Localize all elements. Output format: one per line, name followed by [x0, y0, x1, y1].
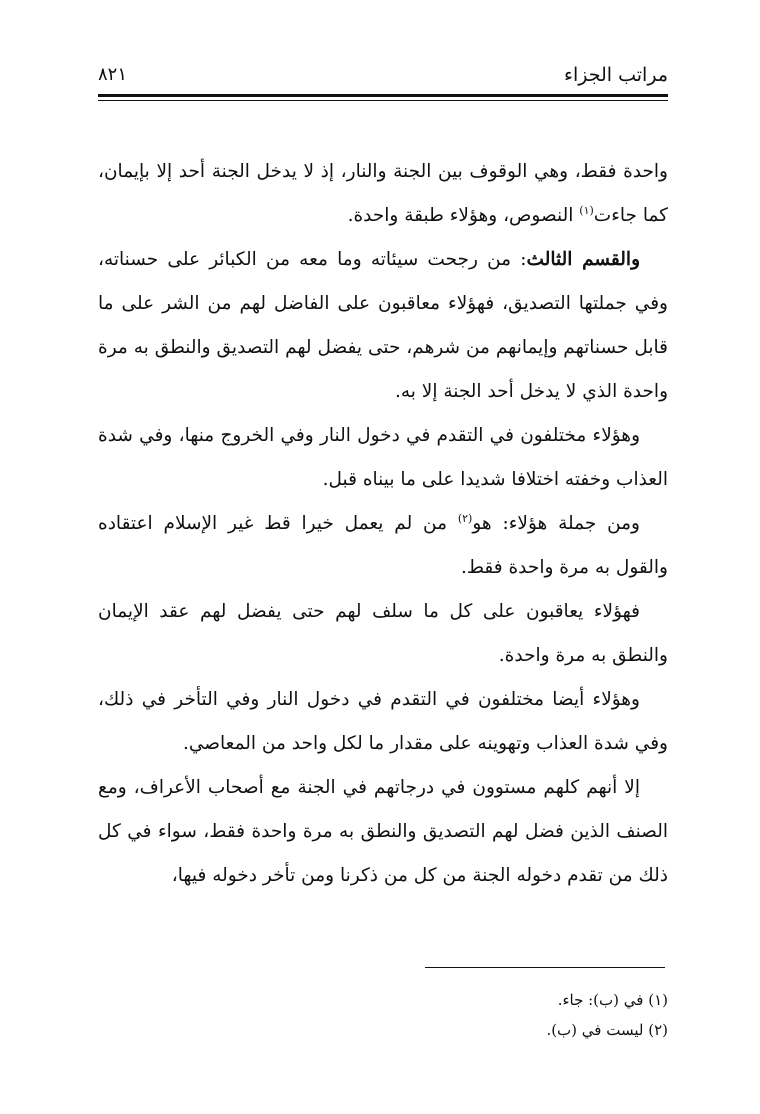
paragraph-2: والقسم الثالث: من رجحت سيئاته وما معه من الكبائر على حسناته، وفي جملتها التصديق، فهؤلاء معاقبون على الفاضل لهم من الشر على ما قابل حسناتهم وإيمانهم من شرهم، حتى يفضل لهم التصديق والنطق به مرة واحدة الذي لا يدخل أحد الجنة إلا به.	[98, 249, 668, 402]
section-label: والقسم الثالث	[526, 249, 641, 270]
footnote-separator	[425, 967, 665, 968]
footnotes	[98, 985, 668, 1045]
main-text	[98, 150, 668, 898]
running-header	[98, 62, 668, 92]
header-rule-thin	[98, 100, 668, 101]
paragraph-1: واحدة فقط، وهي الوقوف بين الجنة والنار، إذ لا يدخل الجنة أحد إلا بإيمان، كما جاءت$^{(١)}$ النصوص، وهؤلاء طبقة واحدة.	[98, 161, 668, 226]
running-title: مراتب الجزاء	[564, 64, 668, 86]
footnote-ref-2: (٢)	[457, 511, 473, 525]
paragraph-7: إلا أنهم كلهم مستوون في درجاتهم في الجنة مع أصحاب الأعراف، ومع الصنف الذين فضل لهم التصديق والنطق به مرة واحدة فقط، سواء في كل ذلك من تقدم دخوله الجنة من كل من ذكرنا ومن تأخر دخوله فيها،	[98, 777, 668, 886]
page-number: ٨٢١	[98, 64, 128, 85]
footnote-2: (٢) ليست في (ب).	[546, 1021, 668, 1039]
footnote-1: (١) في (ب): جاء.	[557, 991, 668, 1009]
paragraph-6: وهؤلاء أيضا مختلفون في التقدم في دخول النار وفي التأخر في ذلك، وفي شدة العذاب وتهوينه على مقدار ما لكل واحد من المعاصي.	[98, 689, 668, 754]
header-rule-thick	[98, 94, 668, 97]
paragraph-5: فهؤلاء يعاقبون على كل ما سلف لهم حتى يفضل لهم عقد الإيمان والنطق به مرة واحدة.	[98, 601, 668, 666]
paragraph-3: وهؤلاء مختلفون في التقدم في دخول النار وفي الخروج منها، وفي شدة العذاب وخفته اختلافا شديدا على ما بيناه قبل.	[98, 425, 668, 490]
paragraph-4: ومن جملة هؤلاء: هو$^{(٢)}$ من لم يعمل خيرا قط غير الإسلام اعتقاده والقول به مرة واحدة فقط.	[98, 511, 668, 578]
footnote-ref-1: (١)	[579, 203, 594, 217]
